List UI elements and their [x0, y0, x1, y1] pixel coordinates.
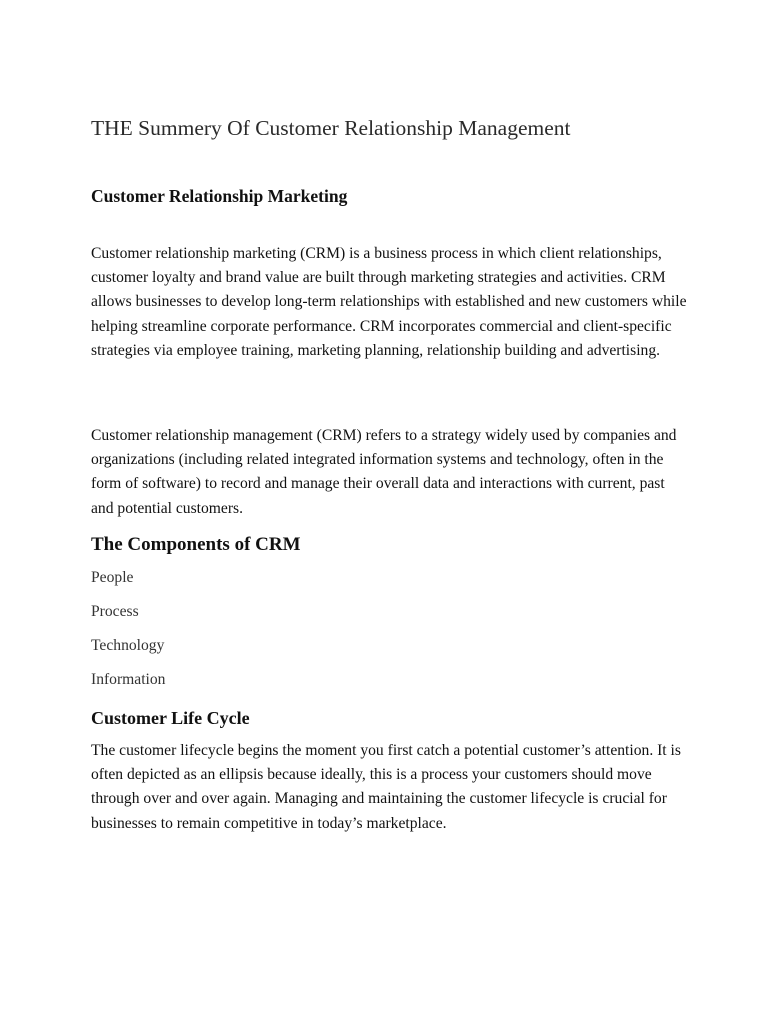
paragraph-crm-marketing: Customer relationship marketing (CRM) is a business process in which client relationships, customer loyalty and brand value are built through marketing strategies and activities. CRM allows businesses to develop long-term relationships with established and new customers while helping streamline corporate performance. CRM incorporates commercial and client-specific strategies via employee training, marketing planning, relationship building and advertising.	[91, 245, 687, 359]
list-item: People	[91, 569, 134, 586]
list-item: Information	[91, 671, 166, 688]
paragraph-life-cycle: The customer lifecycle begins the moment you first catch a potential customer’s attention. It is often depicted as an ellipsis because ideally, this is a process your customers should move through over and over again. Managing and maintaining the customer lifecycle is crucial for businesses to remain competitive in today’s marketplace.	[91, 742, 681, 832]
paragraph-crm-management: Customer relationship management (CRM) refers to a strategy widely used by companies and organizations (including related integrated information systems and technology, often in the form of software) to record and manage their overall data and interactions with current, past and potential customers.	[91, 427, 677, 517]
section-heading-crm-marketing: Customer Relationship Marketing	[91, 186, 348, 206]
list-item: Technology	[91, 637, 165, 654]
section-heading-components: The Components of CRM	[91, 534, 301, 555]
components-list	[91, 566, 165, 702]
document-title: THE Summery Of Customer Relationship Management	[91, 116, 571, 140]
list-item: Process	[91, 603, 139, 620]
section-heading-life-cycle: Customer Life Cycle	[91, 708, 250, 728]
